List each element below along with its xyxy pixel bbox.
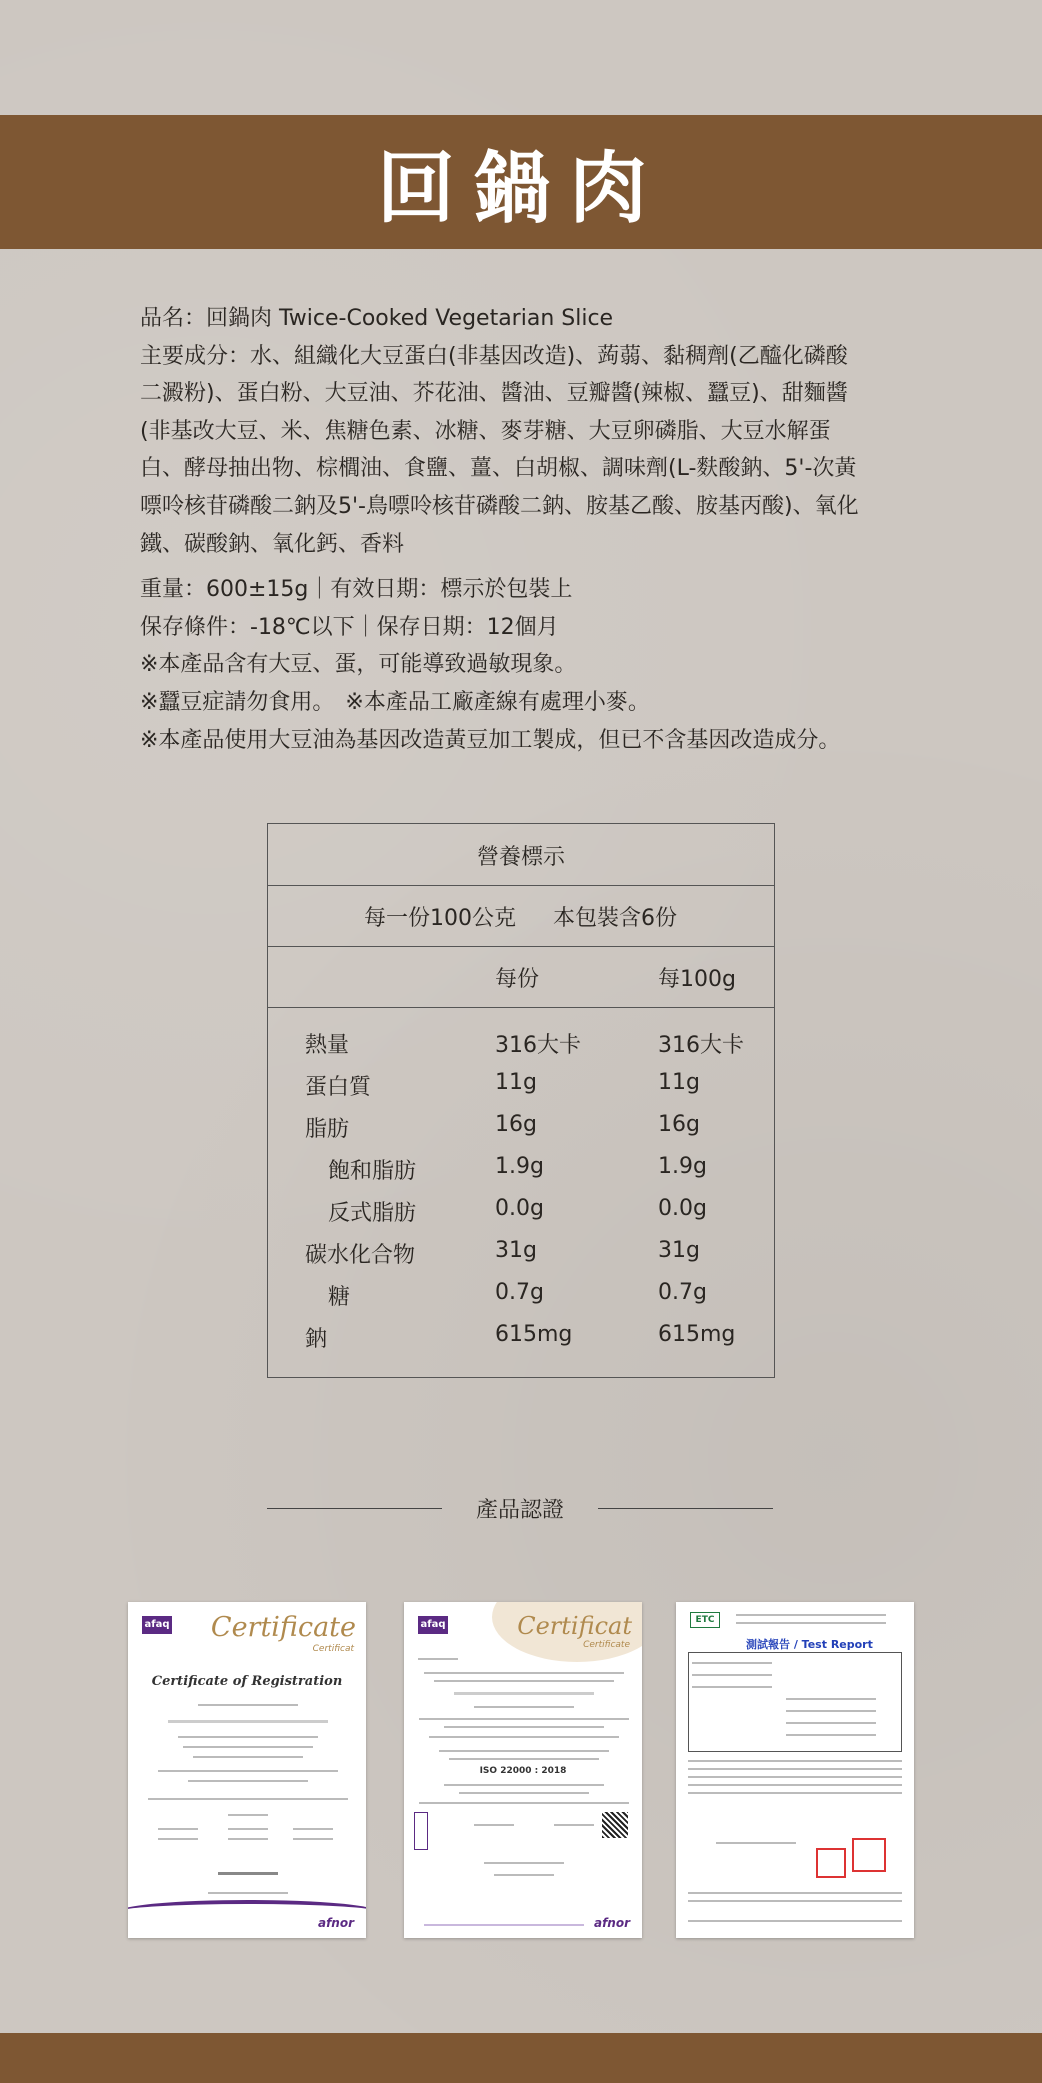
nutrition-row	[268, 1146, 774, 1188]
product-name: 品名：回鍋肉 Twice-Cooked Vegetarian Slice	[140, 306, 614, 331]
afnor-logo: afnor	[317, 1916, 354, 1930]
seal-stamp	[852, 1838, 886, 1872]
value-per-100g: 16g	[658, 1112, 700, 1137]
serving-size: 每一份100公克	[364, 906, 516, 931]
nutrition-row	[268, 1020, 774, 1062]
column-header-row	[268, 946, 774, 1008]
certifications-header	[267, 1493, 773, 1523]
value-per-serving: 0.7g	[495, 1280, 544, 1305]
value-per-serving: 11g	[495, 1070, 537, 1095]
gmo-note: ※本產品使用大豆油為基因改造黃豆加工製成，但已不含基因改造成分。	[140, 727, 841, 753]
ingredients-line: 白、酵母抽出物、棕櫚油、食鹽、薑、白胡椒、調味劑(L-麩酸鈉、5'-次黃	[140, 456, 857, 482]
value-per-serving: 31g	[495, 1238, 537, 1263]
value-per-serving: 615mg	[495, 1322, 573, 1347]
nutrient-label: 熱量	[305, 1033, 350, 1058]
page-title: 回鍋肉	[376, 143, 665, 234]
nutrient-label: 糖	[328, 1285, 351, 1310]
value-per-100g: 615mg	[658, 1322, 736, 1347]
certificate-title: Certificat	[517, 1612, 632, 1640]
afaq-logo: afaq	[142, 1616, 172, 1634]
value-per-100g: 0.7g	[658, 1280, 707, 1305]
certificate-subtitle: Certificat	[312, 1644, 354, 1654]
seal-stamp	[816, 1848, 846, 1878]
ingredients-line: 主要成分：水、組織化大豆蛋白(非基因改造)、蒟蒻、黏稠劑(乙醯化磷酸	[140, 343, 848, 369]
value-per-serving: 0.0g	[495, 1196, 544, 1221]
certificate-heading: Certificate of Registration	[151, 1674, 343, 1689]
afaq-logo: afaq	[418, 1616, 448, 1634]
nutrition-title: 營養標示	[476, 845, 565, 870]
nutrient-label: 飽和脂肪	[328, 1159, 417, 1184]
certifications-title: 產品認證	[475, 1498, 564, 1523]
value-per-100g: 1.9g	[658, 1154, 707, 1179]
certificate-image	[128, 1602, 366, 1938]
nutrient-label: 反式脂肪	[328, 1201, 417, 1226]
nutrition-row	[268, 1230, 774, 1272]
nutrition-row	[268, 1188, 774, 1230]
value-per-serving: 316大卡	[495, 1033, 581, 1058]
nutrient-label: 脂肪	[305, 1117, 350, 1142]
certificate-image	[404, 1602, 642, 1938]
nutrition-table	[267, 823, 775, 1378]
col-per-100g: 每100g	[658, 967, 736, 992]
value-per-100g: 316大卡	[658, 1033, 744, 1058]
storage-line: 保存條件：-18℃以下｜保存日期：12個月	[140, 614, 559, 640]
nutrient-label: 鈉	[305, 1327, 328, 1352]
value-per-serving: 1.9g	[495, 1154, 544, 1179]
serving-row	[268, 885, 774, 947]
ingredients-line: (非基改大豆、米、焦糖色素、冰糖、麥芽糖、大豆卵磷脂、大豆水解蛋	[140, 418, 831, 444]
qr-code	[602, 1812, 628, 1838]
ingredients-line: 二澱粉)、蛋白粉、大豆油、芥花油、醬油、豆瓣醬(辣椒、蠶豆)、甜麵醬	[140, 381, 848, 407]
footer-bar	[0, 2033, 1042, 2083]
value-per-100g: 11g	[658, 1070, 700, 1095]
nutrient-label: 蛋白質	[305, 1075, 372, 1100]
test-report-image	[676, 1602, 914, 1938]
etc-logo: ETC	[690, 1612, 720, 1628]
nutrition-row	[268, 1314, 774, 1356]
report-heading: 測試報告 / Test Report	[746, 1638, 873, 1651]
afnor-logo: afnor	[593, 1916, 630, 1930]
value-per-100g: 0.0g	[658, 1196, 707, 1221]
col-per-serving: 每份	[495, 967, 540, 992]
allergy-note: ※本產品含有大豆、蛋，可能導致過敏現象。	[140, 652, 577, 678]
servings-per-pack: 本包裝含6份	[553, 906, 677, 931]
ingredients-line: 鐵、碳酸鈉、氧化鈣、香料	[140, 531, 405, 557]
title-banner	[0, 115, 1042, 249]
certificate-title: Certificate	[210, 1612, 356, 1643]
iso-standard: ISO 22000 : 2018	[479, 1766, 567, 1776]
value-per-100g: 31g	[658, 1238, 700, 1263]
product-info	[140, 300, 910, 759]
certificate-subtitle: Certificate	[583, 1640, 630, 1650]
nutrition-row	[268, 1062, 774, 1104]
value-per-serving: 16g	[495, 1112, 537, 1137]
ingredients-line: 嘌呤核苷磷酸二鈉及5'-鳥嘌呤核苷磷酸二鈉、胺基乙酸、胺基丙酸)、氧化	[140, 493, 859, 519]
nutrition-row	[268, 1272, 774, 1314]
allergy-note: ※蠶豆症請勿食用。 ※本產品工廠產線有處理小麥。	[140, 689, 650, 715]
nutrition-title-row	[268, 824, 774, 886]
nutrient-label: 碳水化合物	[305, 1243, 416, 1268]
nutrition-row	[268, 1104, 774, 1146]
weight-line: 重量：600±15g｜有效日期：標示於包裝上	[140, 577, 573, 603]
